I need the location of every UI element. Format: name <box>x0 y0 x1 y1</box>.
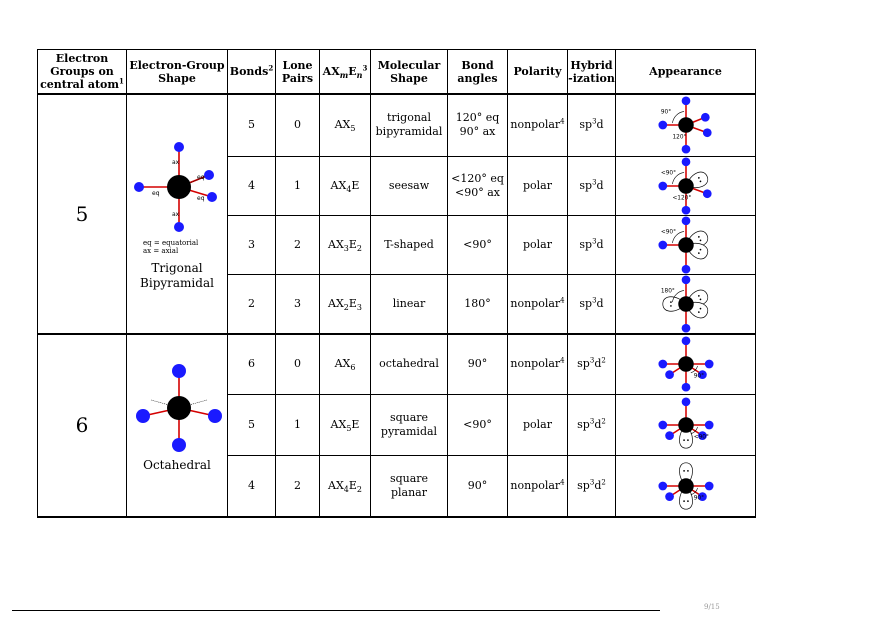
hyb-d: d <box>596 237 604 251</box>
axe-cell <box>320 456 371 517</box>
hyb-sp-exp: 3 <box>592 236 597 245</box>
axe-e: E <box>348 237 357 251</box>
axe-base: AX <box>334 357 351 371</box>
bond-angles-cell <box>448 334 508 395</box>
molecular-shape-line1: square <box>389 411 429 424</box>
footer-rule <box>12 610 660 611</box>
appearance-diagram <box>626 275 746 333</box>
axe-e: E <box>348 478 357 492</box>
appearance-diagram <box>626 96 746 154</box>
bond-angle-line1: 180° <box>464 296 491 310</box>
lone-pairs-value: 0 <box>294 357 301 371</box>
bond-angle-line2: <90° ax <box>455 185 500 199</box>
axe-cell <box>320 156 371 215</box>
axe-x-count: 5 <box>346 424 352 434</box>
left-ligand-atom <box>658 481 667 490</box>
label-ax-top: ax <box>172 158 180 166</box>
axe-x-count: 2 <box>343 302 349 312</box>
label-eq-left: eq <box>152 189 160 197</box>
axial-top-atom <box>681 97 690 106</box>
header-hybridization: Hybrid -ization <box>568 50 616 95</box>
lone-pairs-cell <box>276 215 320 274</box>
group-count-value: 5 <box>75 201 89 226</box>
header-molecular-shape: Molecular Shape <box>371 50 448 95</box>
lone-pairs-cell <box>276 156 320 215</box>
axial-bottom-atom <box>681 205 690 214</box>
lone-pairs-cell <box>276 274 320 334</box>
lone-pairs-value: 2 <box>294 237 301 251</box>
hyb-sp: sp <box>579 118 593 132</box>
lone-pairs-cell <box>276 334 320 395</box>
polarity-cell <box>508 456 568 517</box>
polarity-value: nonpolar <box>510 296 561 310</box>
hybridization-cell <box>568 156 616 215</box>
polarity-footnote: 4 <box>560 295 565 304</box>
electron-group-count <box>38 94 127 334</box>
bonds-cell <box>228 274 276 334</box>
right-ligand-atom <box>704 481 713 490</box>
bond-angle-line1: <90° <box>463 418 492 431</box>
hyb-d: d <box>594 357 602 371</box>
central-atom <box>167 396 191 420</box>
bond-angles-cell <box>448 274 508 334</box>
hybridization-cell <box>568 456 616 517</box>
appearance-diagram <box>626 396 746 454</box>
hybridization-cell <box>568 334 616 395</box>
molecular-shape-line1: T-shaped <box>384 237 434 251</box>
angle-label-equatorial: <120° <box>671 195 691 202</box>
table-row <box>38 94 756 156</box>
hyb-sp: sp <box>579 237 593 251</box>
angle-label-axial: 90° <box>660 109 671 116</box>
lone-pairs-cell <box>276 456 320 517</box>
bond-angle-line1: 120° eq <box>455 111 500 125</box>
hyb-sp: sp <box>579 296 593 310</box>
axe-x-count: 4 <box>346 184 352 194</box>
bond-angles-cell <box>448 215 508 274</box>
central-atom <box>167 175 191 199</box>
molecular-shape-line1: linear <box>392 296 426 310</box>
polarity-cell <box>508 274 568 334</box>
polarity-value: polar <box>523 237 552 251</box>
bonds-cell <box>228 94 276 156</box>
legend-axial: ax = axial <box>143 246 179 255</box>
hybridization-cell <box>568 274 616 334</box>
molecular-shape-line1: octahedral <box>379 357 439 371</box>
right-ligand-atom <box>704 421 713 430</box>
header-appearance: Appearance <box>616 50 756 95</box>
polarity-cell <box>508 156 568 215</box>
lone-pairs-value: 2 <box>294 478 301 492</box>
bonds-value: 2 <box>248 296 255 310</box>
polarity-footnote: 4 <box>560 356 565 365</box>
vsepr-table <box>37 49 756 518</box>
front-left-ligand-atom <box>665 431 674 440</box>
bond-angle-line1: 90° <box>467 357 488 371</box>
central-atom <box>678 178 693 193</box>
axe-base: AX <box>330 178 347 192</box>
group-shape-diagram <box>127 137 231 237</box>
lone-pairs-cell <box>276 94 320 156</box>
hyb-d: d <box>596 296 604 310</box>
bonds-value: 5 <box>248 418 255 431</box>
equatorial-back-atom <box>207 192 217 202</box>
axial-bottom-atom <box>681 323 690 332</box>
axial-top-atom <box>174 142 184 152</box>
axe-e: E <box>351 178 360 192</box>
hyb-d-exp: 2 <box>601 356 606 365</box>
angle-label-equatorial: 120° <box>671 134 686 141</box>
angle-label-axial: <90° <box>660 228 676 235</box>
polarity-value: nonpolar <box>510 357 561 371</box>
front-left-atom <box>136 409 150 423</box>
top-ligand-atom <box>681 397 690 406</box>
axial-top-atom <box>681 157 690 166</box>
hyb-d: d <box>594 478 602 492</box>
hyb-sp: sp <box>577 418 590 431</box>
electron-group-shape <box>127 334 228 517</box>
axe-e-count: 3 <box>356 302 362 312</box>
hyb-d-exp: 2 <box>601 417 606 426</box>
bonds-cell <box>228 215 276 274</box>
axe-base: AX <box>328 478 344 492</box>
shape-legend <box>143 239 227 255</box>
top-ligand-atom <box>681 337 690 346</box>
bonds-value: 4 <box>248 178 255 192</box>
bonds-cell <box>228 334 276 395</box>
hyb-d: d <box>596 118 604 132</box>
label-eq-front: eq <box>197 173 205 181</box>
polarity-value: nonpolar <box>510 478 561 492</box>
angle-label-axial: <90° <box>660 169 676 176</box>
axe-e-count: 2 <box>356 243 362 253</box>
shape-name-line1: Trigonal <box>151 260 203 275</box>
angle-label: 90° <box>693 373 704 380</box>
axe-base: AX <box>328 296 344 310</box>
polarity-value: nonpolar <box>510 118 561 132</box>
equatorial-ligand-atom <box>700 113 709 122</box>
shape-name <box>127 458 227 473</box>
table-row <box>38 334 756 395</box>
hyb-sp-exp: 3 <box>589 417 595 426</box>
polarity-cell <box>508 215 568 274</box>
central-atom <box>678 118 693 133</box>
central-atom <box>678 478 693 493</box>
axe-x-count: 3 <box>343 243 349 253</box>
bond-angle-line1: <90° <box>463 237 492 251</box>
angle-label: 90° <box>693 495 704 502</box>
central-atom <box>678 357 693 372</box>
equatorial-ligand-atom <box>658 181 667 190</box>
appearance-cell <box>616 94 756 156</box>
lone-pairs-value: 0 <box>294 118 301 132</box>
lone-pairs-value: 1 <box>294 418 301 431</box>
axial-bottom-atom <box>681 145 690 154</box>
hyb-sp-exp: 3 <box>589 478 595 487</box>
bonds-cell <box>228 395 276 456</box>
equatorial-left-atom <box>134 182 144 192</box>
equatorial-ligand-atom <box>702 129 711 138</box>
central-atom <box>678 237 693 252</box>
hybridization-cell <box>568 395 616 456</box>
molecular-shape-line2: bipyramidal <box>375 125 443 139</box>
molecular-shape-line1: trigonal <box>386 111 432 125</box>
lone-pairs-value: 3 <box>294 296 301 310</box>
polarity-cell <box>508 334 568 395</box>
central-atom <box>678 417 693 432</box>
axe-e: E <box>351 418 360 431</box>
bond-angle-line1: <120° eq <box>451 171 504 185</box>
electron-group-count <box>38 334 127 517</box>
axial-bottom-atom <box>681 264 690 273</box>
bonds-value: 3 <box>248 237 255 251</box>
molecular-shape-cell <box>371 156 448 215</box>
axe-cell <box>320 215 371 274</box>
molecular-shape-cell <box>371 334 448 395</box>
hyb-sp: sp <box>577 478 590 492</box>
lone-pairs-value: 1 <box>294 178 301 192</box>
axe-cell <box>320 94 371 156</box>
axe-x-count: 5 <box>350 124 356 134</box>
appearance-cell <box>616 215 756 274</box>
legend-equatorial: eq = equatorial <box>143 238 199 247</box>
angle-label-axial: 180° <box>660 287 675 294</box>
hyb-d: d <box>596 178 604 192</box>
bond-angles-cell <box>448 456 508 517</box>
axial-bottom-atom <box>172 438 186 452</box>
molecular-shape-cell <box>371 456 448 517</box>
axe-e-count: 2 <box>356 484 362 494</box>
axe-cell <box>320 274 371 334</box>
hyb-sp: sp <box>577 357 590 371</box>
equatorial-ligand-atom <box>658 121 667 130</box>
page-number: 9/15 <box>704 603 720 611</box>
right-ligand-atom <box>704 360 713 369</box>
bonds-cell <box>228 456 276 517</box>
bonds-value: 6 <box>248 357 255 371</box>
hyb-sp-exp: 3 <box>592 177 597 186</box>
label-eq-back: eq <box>197 194 205 202</box>
left-ligand-atom <box>658 360 667 369</box>
bond-angle-line2: 90° ax <box>459 125 496 139</box>
axe-base: AX <box>328 237 344 251</box>
bond-angles-cell <box>448 94 508 156</box>
hybridization-cell <box>568 215 616 274</box>
molecular-shape-line2: planar <box>390 485 428 499</box>
header-groups: Electron Groups on central atom$^1$ <box>38 50 127 95</box>
molecular-shape-cell <box>371 94 448 156</box>
axial-top-atom <box>172 364 186 378</box>
hyb-d-exp: 2 <box>601 478 606 487</box>
shape-name-line1: Octahedral <box>143 457 211 472</box>
bonds-cell <box>228 156 276 215</box>
equatorial-ligand-atom <box>658 240 667 249</box>
bond-angle-line1: 90° <box>467 478 488 492</box>
left-ligand-atom <box>658 421 667 430</box>
appearance-diagram <box>626 457 746 515</box>
hyb-sp: sp <box>579 178 593 192</box>
molecular-shape-line1: square <box>389 471 429 485</box>
group-count-value: 6 <box>75 413 89 437</box>
axe-cell <box>320 395 371 456</box>
equatorial-front-atom <box>204 170 214 180</box>
hyb-d: d <box>594 418 602 431</box>
appearance-cell <box>616 156 756 215</box>
molecular-shape-cell <box>371 215 448 274</box>
header-polarity: Polarity <box>508 50 568 95</box>
axe-e: E <box>348 296 357 310</box>
central-atom <box>678 296 693 311</box>
hybridization-cell <box>568 94 616 156</box>
polarity-value: polar <box>523 418 552 431</box>
bond-angles-cell <box>448 395 508 456</box>
molecular-shape-line1: seesaw <box>388 178 430 192</box>
molecular-shape-cell <box>371 395 448 456</box>
axial-top-atom <box>681 275 690 284</box>
appearance-cell <box>616 274 756 334</box>
axe-x-count: 4 <box>343 484 349 494</box>
molecular-shape-line2: pyramidal <box>380 425 438 438</box>
shape-name <box>127 261 227 291</box>
header-bonds: Bonds$^2$ <box>228 50 276 95</box>
axial-top-atom <box>681 216 690 225</box>
axe-base: AX <box>334 118 351 132</box>
appearance-cell <box>616 456 756 517</box>
header-lone-pairs: Lone Pairs <box>276 50 320 95</box>
axial-bottom-atom <box>174 222 184 232</box>
axe-cell <box>320 334 371 395</box>
angle-label: <90° <box>693 434 709 441</box>
bonds-value: 5 <box>248 118 255 132</box>
bonds-value: 4 <box>248 478 255 492</box>
polarity-cell <box>508 395 568 456</box>
axe-x-count: 6 <box>350 363 356 373</box>
hyb-sp-exp: 3 <box>592 295 597 304</box>
label-ax-bottom: ax <box>172 210 180 218</box>
hyb-sp-exp: 3 <box>592 117 597 126</box>
polarity-cell <box>508 94 568 156</box>
appearance-cell <box>616 395 756 456</box>
axe-base: AX <box>330 418 347 431</box>
electron-group-shape <box>127 94 228 334</box>
equatorial-ligand-atom <box>702 189 711 198</box>
group-shape-diagram <box>127 358 231 458</box>
polarity-value: polar <box>523 178 552 192</box>
appearance-diagram <box>626 335 746 393</box>
polarity-footnote: 4 <box>560 478 565 487</box>
front-left-ligand-atom <box>665 371 674 380</box>
front-right-atom <box>208 409 222 423</box>
shape-name-line2: Bipyramidal <box>140 275 214 290</box>
hyb-sp-exp: 3 <box>589 356 595 365</box>
appearance-diagram <box>626 157 746 215</box>
bottom-ligand-atom <box>681 383 690 392</box>
header-row <box>38 50 756 95</box>
polarity-footnote: 4 <box>560 117 565 126</box>
header-bond-angles: Bond angles <box>448 50 508 95</box>
appearance-diagram <box>626 216 746 274</box>
bond-angles-cell <box>448 156 508 215</box>
lone-pairs-cell <box>276 395 320 456</box>
molecular-shape-cell <box>371 274 448 334</box>
appearance-cell <box>616 334 756 395</box>
front-left-ligand-atom <box>665 492 674 501</box>
header-shape: Electron-Group Shape <box>127 50 228 95</box>
header-axe-notation: $AX_mE_n^3$ <box>320 50 371 95</box>
